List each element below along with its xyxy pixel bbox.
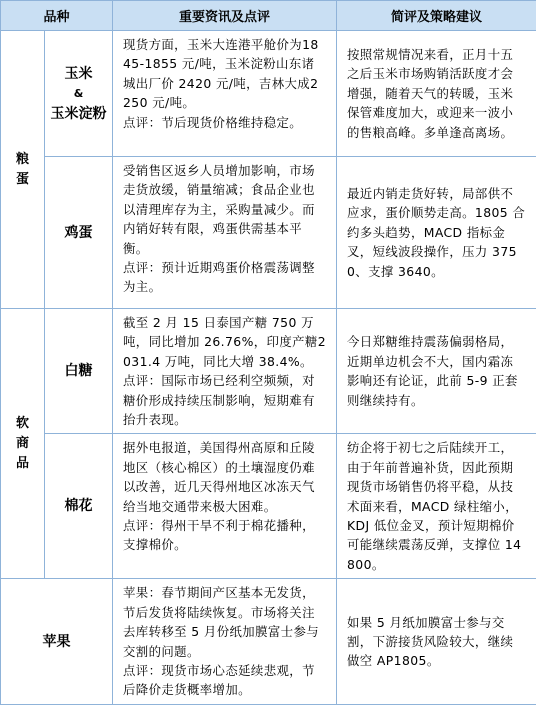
strategy-text: 按照常规情况来看，正月十五之后玉米市场购销活跃度才会增强，随着天气的转暖，玉米保管难度加大，或迎来一波小的售粮高峰。多单逢高离场。 [347,45,526,142]
category-char: 商 [1,434,44,454]
news-text: 受销售区返乡人员增加影响，市场走货放缓，销量缩减；食品企业也以清理库存为主，采购量减少。而内销好转有限，鸡蛋供需基本平衡。 [123,161,326,258]
product-cell [45,157,113,309]
strategy-text: 今日郑糖维持震荡偏弱格局，近期单边机会不大，国内霜冻影响还有论证，此前 5-9 正套则继续持有。 [347,332,526,410]
product-name: 白糖 [45,360,112,382]
header-strategy: 简评及策略建议 [337,1,536,31]
category-cell [1,31,45,309]
news-comment: 点评：节后现货价格维持稳定。 [123,113,326,132]
table-row [1,157,536,309]
product-cell [45,31,113,157]
product-cell [45,434,113,579]
news-comment: 点评：国际市场已经利空频频，对糖价形成持续压制影响，短期难有抬升表现。 [123,371,326,429]
news-text: 苹果：春节期间产区基本无发货，节后发货将陆续恢复。市场将关注去库转移至 5 月份纸加膜富士参与交割的问题。 [123,583,326,661]
table-row [1,579,536,705]
news-text: 截至 2 月 15 日泰国产糖 750 万吨，同比增加 26.76%，印度产糖2031.4 万吨，同比大增 38.4%。 [123,313,326,371]
news-text: 现货方面，玉米大连港平舱价为1845-1855 元/吨，玉米淀粉山东诸城出厂价 2420 元/吨，吉林大成2250 元/吨。 [123,35,326,113]
news-cell [113,31,337,157]
product-cell [1,579,113,705]
product-name: 鸡蛋 [45,222,112,244]
strategy-text: 最近内销走货好转，局部供不应求，蛋价顺势走高。1805 合约多头趋势，MACD 指标金叉，短线波段操作，压力 3750、支撑 3640。 [347,184,526,281]
strategy-cell [337,309,536,434]
product-name: 玉米 [45,63,112,85]
table-row [1,31,536,157]
header-variety: 品种 [1,1,113,31]
strategy-cell [337,157,536,309]
strategy-text: 如果 5 月纸加膜富士参与交割，下游接货风险较大，继续做空 AP1805。 [347,613,526,671]
product-name: 棉花 [45,495,112,517]
category-char: 粮 [1,150,44,170]
table-header-row [1,1,536,31]
category-char: 软 [1,414,44,434]
news-cell [113,157,337,309]
category-char: 蛋 [1,170,44,190]
table-row [1,434,536,579]
news-comment: 点评：预计近期鸡蛋价格震荡调整为主。 [123,258,326,297]
category-cell [1,309,45,579]
news-comment: 点评：现货市场心态延续悲观，节后降价走货概率增加。 [123,661,326,700]
product-cell [45,309,113,434]
news-cell [113,434,337,579]
news-text: 据外电报道，美国得州高原和丘陵地区（核心棉区）的土壤湿度仍难以改善，近几天得州地区冰冻天气给当地交通带来极大困难。 [123,438,326,516]
news-cell [113,579,337,705]
header-news: 重要资讯及点评 [113,1,337,31]
strategy-cell [337,434,536,579]
strategy-text: 纺企将于初七之后陆续开工，由于年前普遍补货，因此预期现货市场销售仍将平稳，从技术面来看，MACD 绿柱缩小，KDJ 低位金叉，预计短期棉价可能继续震荡反弹，支撑位 14800。 [347,438,526,574]
product-name: & [45,85,112,103]
table-row [1,309,536,434]
news-comment: 点评：得州干旱不利于棉花播种，支撑棉价。 [123,516,326,555]
category-char: 品 [1,454,44,474]
product-name: 苹果 [1,631,112,653]
strategy-cell [337,31,536,157]
product-name: 玉米淀粉 [45,103,112,125]
news-cell [113,309,337,434]
strategy-cell [337,579,536,705]
